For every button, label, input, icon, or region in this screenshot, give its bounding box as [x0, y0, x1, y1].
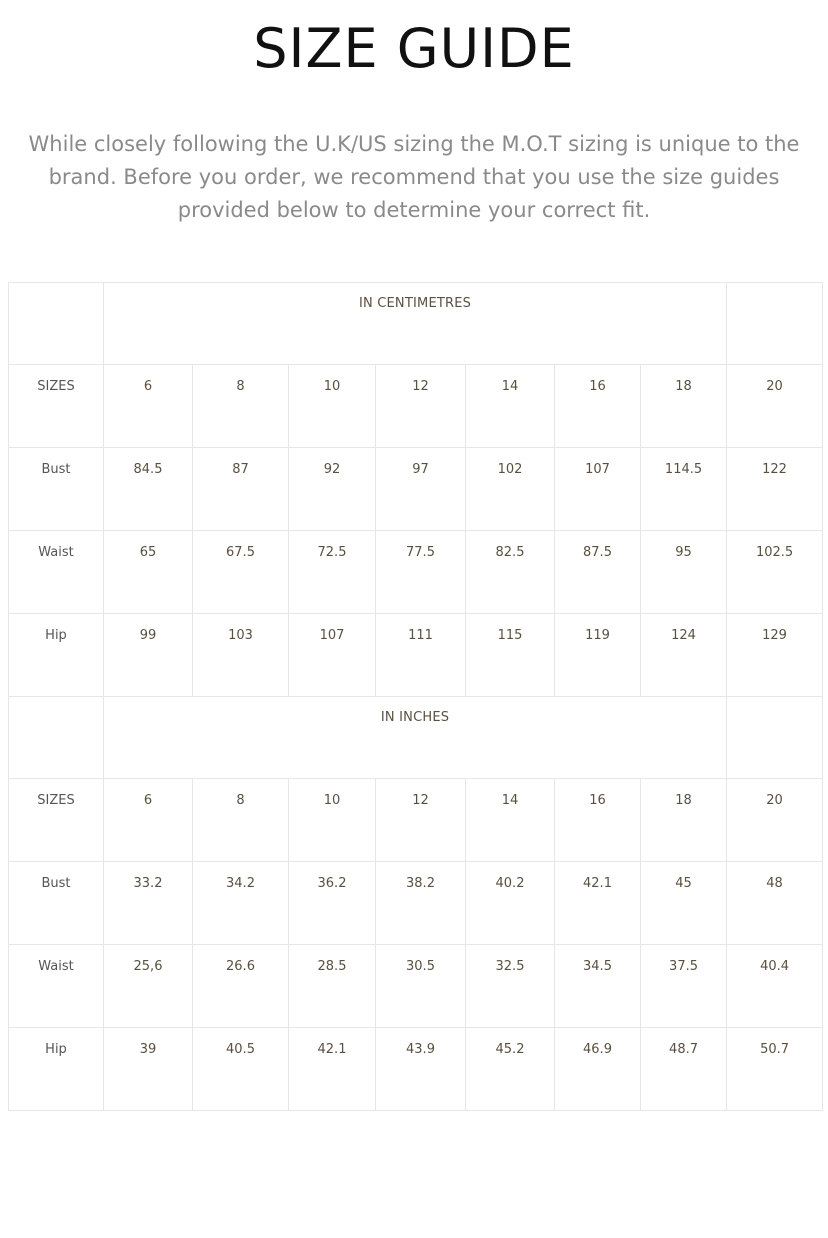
- table-cell: [376, 1028, 466, 1111]
- table-cell: [289, 862, 376, 945]
- section-heading-cell: [104, 697, 727, 779]
- table-cell: [289, 945, 376, 1028]
- table-cell: [466, 779, 555, 862]
- table-row: [9, 779, 823, 862]
- row-label: SIZES: [37, 793, 75, 808]
- cell-value: 40.5: [226, 1042, 255, 1057]
- table-cell: [466, 448, 555, 531]
- table-cell: [193, 862, 289, 945]
- cell-value: 6: [143, 793, 153, 808]
- row-label: Hip: [45, 1042, 67, 1057]
- table-row: [9, 1028, 823, 1111]
- cell-value: 43.9: [406, 1042, 435, 1057]
- cell-value: 124: [671, 628, 696, 643]
- table-cell: [193, 365, 289, 448]
- table-cell: [555, 365, 641, 448]
- row-label-cell: [9, 448, 104, 531]
- cell-value: 25,6: [133, 959, 163, 974]
- cell-value: 10: [323, 379, 341, 394]
- cell-value: 45.2: [495, 1042, 525, 1057]
- table-cell: [376, 365, 466, 448]
- table-cell: [555, 862, 641, 945]
- table-cell: [376, 945, 466, 1028]
- table-cell: [193, 531, 289, 614]
- cell-value: 6: [143, 379, 153, 394]
- cell-value: 122: [762, 462, 787, 477]
- cell-value: 114.5: [664, 462, 703, 477]
- cell-value: 103: [228, 628, 253, 643]
- cell-value: 16: [589, 793, 606, 808]
- table-cell: [727, 862, 823, 945]
- table-cell: [104, 614, 193, 697]
- cell-value: 119: [585, 628, 610, 643]
- cell-value: 42.1: [317, 1042, 347, 1057]
- cell-value: 84.5: [133, 462, 163, 477]
- cell-value: 111: [408, 628, 433, 643]
- row-label-cell: [9, 531, 104, 614]
- cell-value: 129: [762, 628, 787, 643]
- table-cell: [727, 448, 823, 531]
- cell-value: 87.5: [583, 545, 612, 560]
- cell-value: 33.2: [133, 876, 163, 891]
- row-label-cell: [9, 862, 104, 945]
- cell-value: 115: [497, 628, 523, 643]
- row-label-cell: [9, 1028, 104, 1111]
- table-row: [9, 614, 823, 697]
- cell-value: 102: [497, 462, 523, 477]
- cell-value: 65: [139, 545, 157, 560]
- table-cell: [727, 531, 823, 614]
- cell-value: 36.2: [317, 876, 347, 891]
- cell-value: 102.5: [755, 545, 794, 560]
- table-cell: [466, 531, 555, 614]
- cell-value: 48: [766, 876, 783, 891]
- cell-value: 10: [323, 793, 341, 808]
- table-cell: [289, 448, 376, 531]
- cell-value: 107: [585, 462, 610, 477]
- blank-cell: [727, 283, 823, 365]
- cell-value: 39: [139, 1042, 157, 1057]
- cell-value: 14: [501, 793, 519, 808]
- table-cell: [641, 779, 727, 862]
- blank-cell: [9, 283, 104, 365]
- table-cell: [104, 365, 193, 448]
- row-label: SIZES: [37, 379, 75, 394]
- table-cell: [727, 365, 823, 448]
- cell-value: 18: [675, 793, 692, 808]
- row-label-cell: [9, 365, 104, 448]
- table-cell: [193, 448, 289, 531]
- cell-value: 38.2: [406, 876, 435, 891]
- intro-text: While closely following the U.K/US sizing the M.O.T sizing is unique to the brand. Before you order, we recommend that you use the size guides provided below to determine your correct fit.: [28, 132, 800, 222]
- table-cell: [555, 531, 641, 614]
- table-cell: [727, 1028, 823, 1111]
- table-cell: [104, 862, 193, 945]
- cell-value: 92: [323, 462, 341, 477]
- cell-value: 16: [589, 379, 606, 394]
- cell-value: 67.5: [226, 545, 255, 560]
- cell-value: 40.4: [760, 959, 790, 974]
- table-cell: [289, 614, 376, 697]
- section-heading-cell: [104, 283, 727, 365]
- row-label-cell: [9, 945, 104, 1028]
- table-cell: [289, 531, 376, 614]
- table-cell: [727, 779, 823, 862]
- table-cell: [641, 365, 727, 448]
- table-cell: [555, 779, 641, 862]
- table-cell: [641, 448, 727, 531]
- table-row: [9, 448, 823, 531]
- cell-value: 12: [412, 379, 429, 394]
- table-cell: [104, 448, 193, 531]
- cell-value: 42.1: [583, 876, 612, 891]
- size-guide-table: [8, 282, 823, 1111]
- table-cell: [104, 779, 193, 862]
- table-cell: [193, 1028, 289, 1111]
- table-cell: [376, 448, 466, 531]
- cell-value: 77.5: [406, 545, 435, 560]
- cell-value: 8: [236, 793, 245, 808]
- table-cell: [193, 614, 289, 697]
- section-heading: IN INCHES: [380, 710, 450, 725]
- cell-value: 12: [412, 793, 429, 808]
- cell-value: 20: [766, 379, 783, 394]
- table-cell: [466, 1028, 555, 1111]
- cell-value: 26.6: [226, 959, 255, 974]
- table-cell: [193, 779, 289, 862]
- cell-value: 14: [501, 379, 519, 394]
- table-row: [9, 365, 823, 448]
- row-label: Hip: [45, 628, 67, 643]
- cell-value: 45: [675, 876, 692, 891]
- cell-value: 87: [232, 462, 249, 477]
- blank-cell: [9, 697, 104, 779]
- cell-value: 82.5: [495, 545, 525, 560]
- table-cell: [289, 1028, 376, 1111]
- cell-value: 48.7: [669, 1042, 698, 1057]
- row-label: Bust: [41, 876, 71, 891]
- cell-value: 97: [412, 462, 429, 477]
- table-cell: [466, 614, 555, 697]
- table-cell: [555, 448, 641, 531]
- blank-cell: [727, 697, 823, 779]
- cell-value: 50.7: [760, 1042, 790, 1057]
- table-row: [9, 531, 823, 614]
- table-cell: [727, 614, 823, 697]
- table-cell: [555, 614, 641, 697]
- cell-value: 95: [675, 545, 692, 560]
- cell-value: 107: [319, 628, 345, 643]
- cell-value: 30.5: [406, 959, 435, 974]
- table-cell: [641, 531, 727, 614]
- section-header-row: [9, 283, 823, 365]
- table-cell: [641, 945, 727, 1028]
- row-label-cell: [9, 779, 104, 862]
- row-label: Waist: [38, 959, 74, 974]
- table-cell: [104, 531, 193, 614]
- table-cell: [641, 1028, 727, 1111]
- table-cell: [555, 945, 641, 1028]
- table-cell: [727, 945, 823, 1028]
- table-cell: [641, 862, 727, 945]
- table-row: [9, 945, 823, 1028]
- cell-value: 99: [139, 628, 157, 643]
- table-cell: [641, 614, 727, 697]
- table-cell: [376, 862, 466, 945]
- table-cell: [376, 531, 466, 614]
- cell-value: 40.2: [495, 876, 525, 891]
- page-title: SIZE GUIDE: [253, 17, 575, 80]
- table-cell: [104, 945, 193, 1028]
- row-label: Bust: [41, 462, 71, 477]
- row-label-cell: [9, 614, 104, 697]
- table-cell: [193, 945, 289, 1028]
- section-heading: IN CENTIMETRES: [358, 296, 472, 311]
- table-cell: [376, 779, 466, 862]
- cell-value: 34.5: [583, 959, 612, 974]
- cell-value: 28.5: [317, 959, 347, 974]
- section-header-row: [9, 697, 823, 779]
- cell-value: 32.5: [495, 959, 525, 974]
- cell-value: 46.9: [583, 1042, 612, 1057]
- cell-value: 72.5: [317, 545, 347, 560]
- cell-value: 34.2: [226, 876, 255, 891]
- cell-value: 8: [236, 379, 245, 394]
- row-label: Waist: [38, 545, 74, 560]
- table-cell: [466, 862, 555, 945]
- table-cell: [289, 779, 376, 862]
- table-cell: [466, 365, 555, 448]
- table-cell: [555, 1028, 641, 1111]
- cell-value: 20: [766, 793, 783, 808]
- table-cell: [466, 945, 555, 1028]
- table-row: [9, 862, 823, 945]
- table-cell: [289, 365, 376, 448]
- cell-value: 18: [675, 379, 692, 394]
- table-cell: [104, 1028, 193, 1111]
- table-cell: [376, 614, 466, 697]
- cell-value: 37.5: [669, 959, 698, 974]
